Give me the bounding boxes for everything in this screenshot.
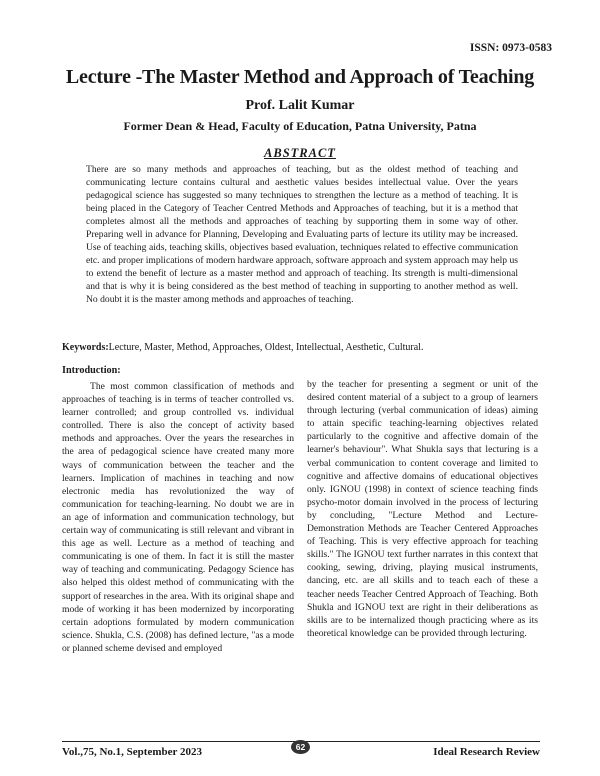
author-name: Prof. Lalit Kumar: [245, 98, 355, 113]
page-number-badge: 62: [291, 740, 310, 754]
introduction-left-column: The most common classification of methods and approaches of teaching is in terms of teacher controlled vs. learner controlled; and group controlled vs. individual controlled. There is also the concept of activity based methods and approaches. Over the years the researches in the area of pedagogical science have created many more ways of communication between the teacher and the learners. Implication of machines in teaching and now electronic media has revolutionized the way of communication for teaching-learning. No doubt we are in an age of information and communication technology, but certain way of communicating is still relevant and vibrant in this age as well. Lecture as a method of teaching and communicating is one of them. In fact it is still the master way of teaching and communicating. Pedagogy Science has also helped this oldest method of communicating with the support of researches in the area. With its original shape and mode of working it has been modernized by incorporating certain adoptions formulated by modern communication science. Shukla, C.S. (2008) has defined lecture, "as a mode or planned scheme devised and employed: [62, 381, 294, 654]
footer-journal-name: Ideal Research Review: [433, 746, 540, 758]
keywords-label: Keywords:: [62, 342, 109, 353]
footer-journal-issue: Vol.,75, No.1, September 2023: [62, 746, 202, 758]
introduction-right-column: by the teacher for presenting a segment or unit of the desired content material of a subject to a group of learners through lecturing (verbal communication of ideas) aiming to attain specific teaching-learning objectives related particularly to the cognitive and affective domain of the learner's behaviour". What Shukla says that lecturing is a verbal communication to content coverage and limited to cognitive and affective domains of educational objectives only. IGNOU (1998) in context of science teaching finds psycho-motor domain involved in the process of lecturing by concluding, "Lecture Method and Lecture-Demonstration Methods are Teacher Centered Approaches of Teaching. This is very effective approach for teaching skills." The IGNOU text further narrates in this context that cooking, sewing, driving, playing musical instruments, dancing, etc. are all skills and to teach each of these a teacher needs Teacher Centred Approach of Teaching. Both Shukla and IGNOU text are right in their deliberations as skills are to be internalized though practicing where as its theoretical knowledge can be provided through lecturing.: [307, 379, 538, 639]
abstract-text: There are so many methods and approaches of teaching, but as the oldest method of teaching and communicating lecture contains cultural and aesthetic values besides intellectual value. Over the years pedagogical science has suggested so many techniques to strengthen the lecture as a method of teaching. It is being placed in the Category of Teacher Centred Methods and Approaches of teaching, but it is a method that completes almost all the methods and approaches of teaching by supporting them in some way of other. Preparing well in advance for Planning, Developing and Evaluating parts of lecture its utility may be increased. Use of teaching aids, teaching skills, objectives based evaluation, techniques related to effective communication etc. and proper implications of modern hardware approach, software approach and system approach may help us to extend the benefit of lecture as a master method and approach of teaching. Its strength is multi-dimensional and that is why it is being considered as the best method of teaching in supporting to another method as well. No doubt it is the master among methods and approaches of teaching.: [86, 164, 518, 306]
article-title: Lecture -The Master Method and Approach of Teaching: [65, 66, 535, 88]
keywords-line: [62, 341, 542, 354]
issn-label: ISSN: 0973-0583: [469, 42, 552, 54]
abstract-heading: ABSTRACT: [264, 146, 336, 160]
introduction-heading: Introduction:: [62, 365, 121, 376]
author-affiliation: Former Dean & Head, Faculty of Education, Patna University, Patna: [123, 119, 477, 133]
keywords-text: Lecture, Master, Method, Approaches, Oldest, Intellectual, Aesthetic, Cultural.: [108, 342, 424, 353]
